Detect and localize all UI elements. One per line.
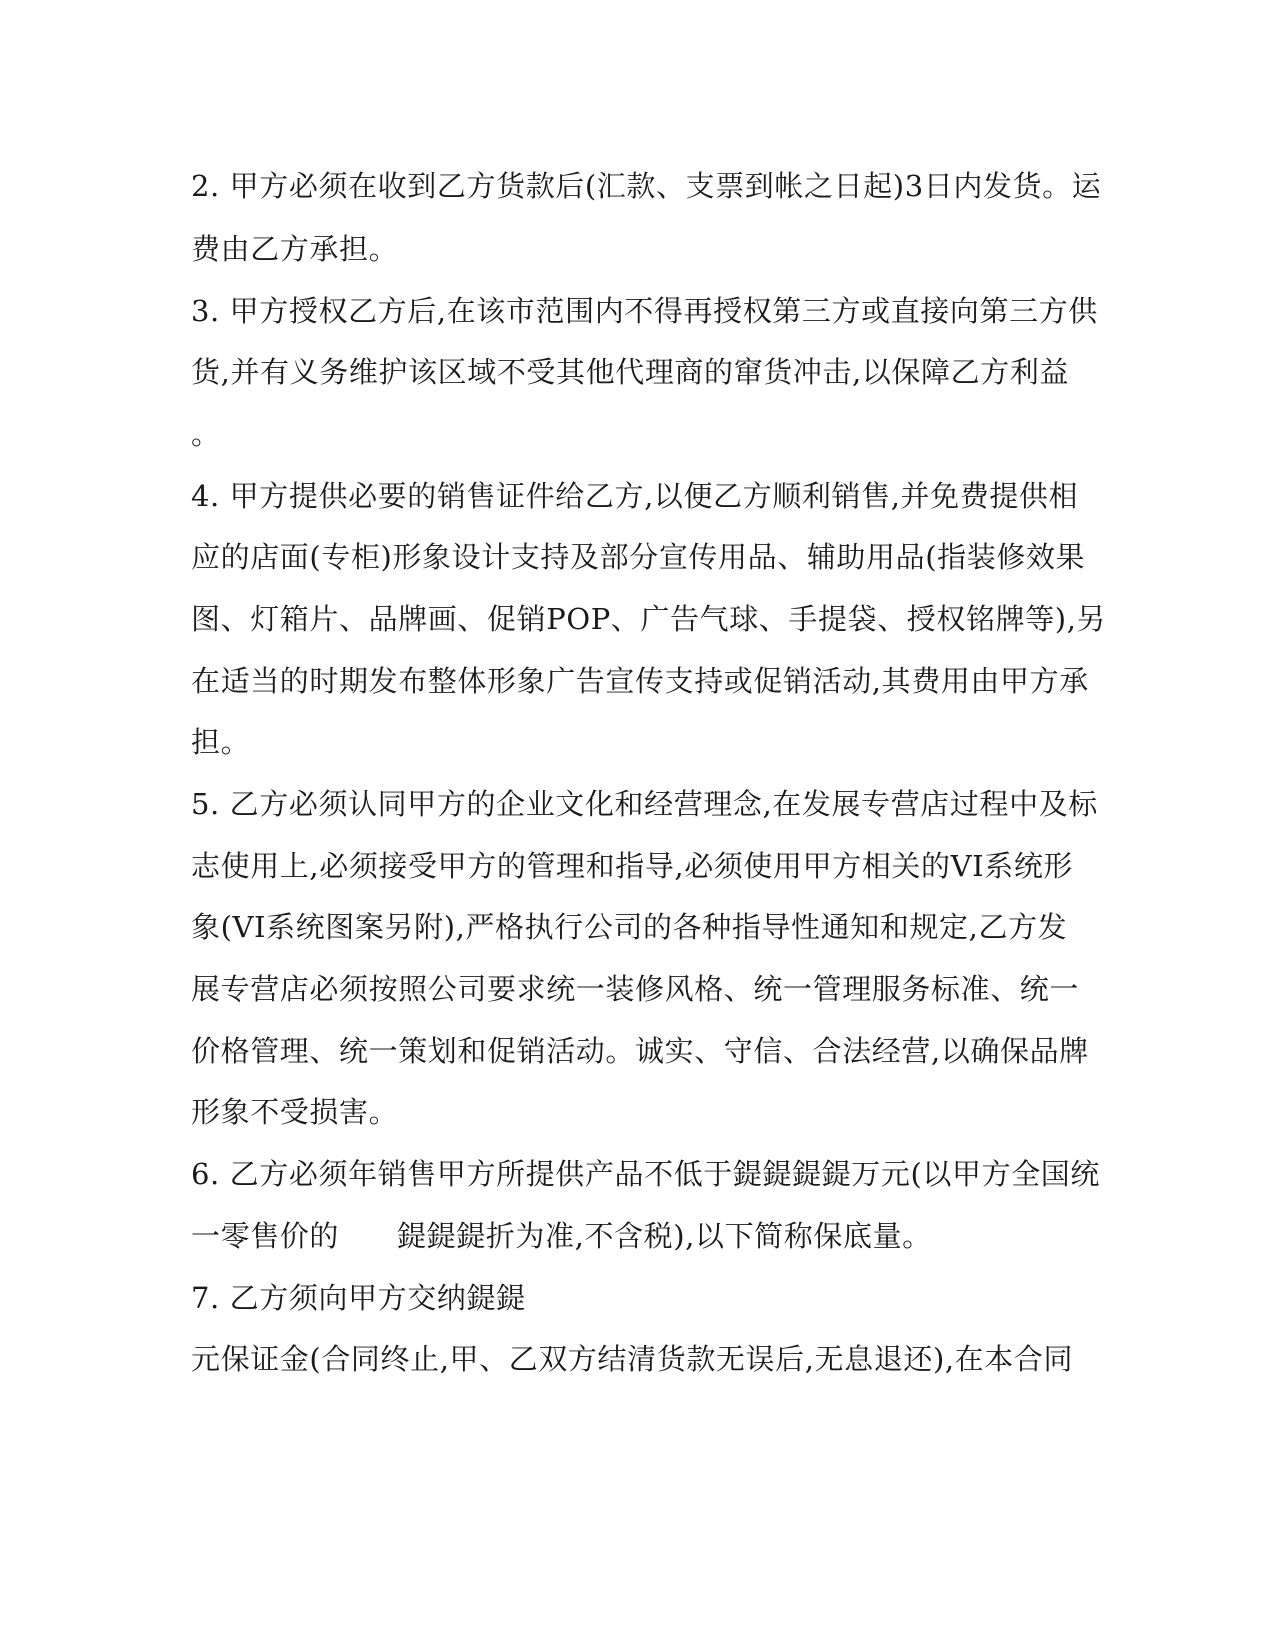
text-line: 志使用上,必须接受甲方的管理和指导,必须使用甲方相关的VI系统形: [191, 849, 1074, 883]
text-segment: 一零售价的: [191, 1219, 340, 1253]
text-segment: 折为准,不含税),以下简称保底量。: [485, 1219, 932, 1253]
text-line: 5. 乙方必须认同甲方的企业文化和经营理念,在发展专营店过程中及标: [191, 787, 1098, 821]
text-line: 货,并有义务维护该区域不受其他代理商的窜货冲击,以保障乙方利益: [191, 355, 1070, 389]
text-segment: 7. 乙方须向甲方交纳: [191, 1281, 467, 1315]
text-line: 应的店面(专柜)形象设计支持及部分宣传用品、辅助用品(指装修效果: [191, 540, 1086, 574]
text-segment: 6. 乙方必须年销售甲方所提供产品不低于: [191, 1157, 733, 1191]
blank-field: 鍉鍉鍉: [397, 1219, 486, 1253]
text-line-minimum-sales: [191, 1156, 1100, 1192]
text-line: 图、灯箱片、品牌画、促销POP、广告气球、手提袋、授权铭牌等),另: [191, 602, 1107, 636]
text-segment: 万元(以甲方全国统: [851, 1157, 1101, 1191]
text-line: 展专营店必须按照公司要求统一装修风格、统一管理服务标准、统一: [191, 972, 1080, 1006]
text-line: 价格管理、统一策划和促销活动。诚实、守信、合法经营,以确保品牌: [191, 1034, 1089, 1068]
text-line: 担。: [191, 725, 251, 759]
text-line: 4. 甲方提供必要的销售证件给乙方,以便乙方顺利销售,并免费提供相: [191, 479, 1079, 513]
text-line: 费由乙方承担。: [191, 232, 399, 266]
text-line: 象(VI系统图案另附),严格执行公司的各种指导性通知和规定,乙方发: [191, 910, 1068, 944]
blank-field: 鍉鍉鍉鍉: [732, 1157, 852, 1191]
text-line: 3. 甲方授权乙方后,在该市范围内不得再授权第三方或直接向第三方供: [191, 294, 1098, 328]
text-line: 形象不受损害。: [191, 1095, 399, 1129]
text-line: 元保证金(合同终止,甲、乙双方结清货款无误后,无息退还),在本合同: [191, 1342, 1074, 1376]
blank-field: 鍉鍉: [466, 1281, 526, 1315]
text-line: 在适当的时期发布整体形象广告宣传支持或促销活动,其费用由甲方承: [191, 664, 1089, 698]
text-line: 2. 甲方必须在收到乙方货款后(汇款、支票到帐之日起)3日内发货。运: [191, 169, 1102, 203]
text-line-deposit: [191, 1280, 526, 1316]
text-line-retail-price: [191, 1218, 932, 1254]
text-line: 。: [191, 417, 221, 451]
